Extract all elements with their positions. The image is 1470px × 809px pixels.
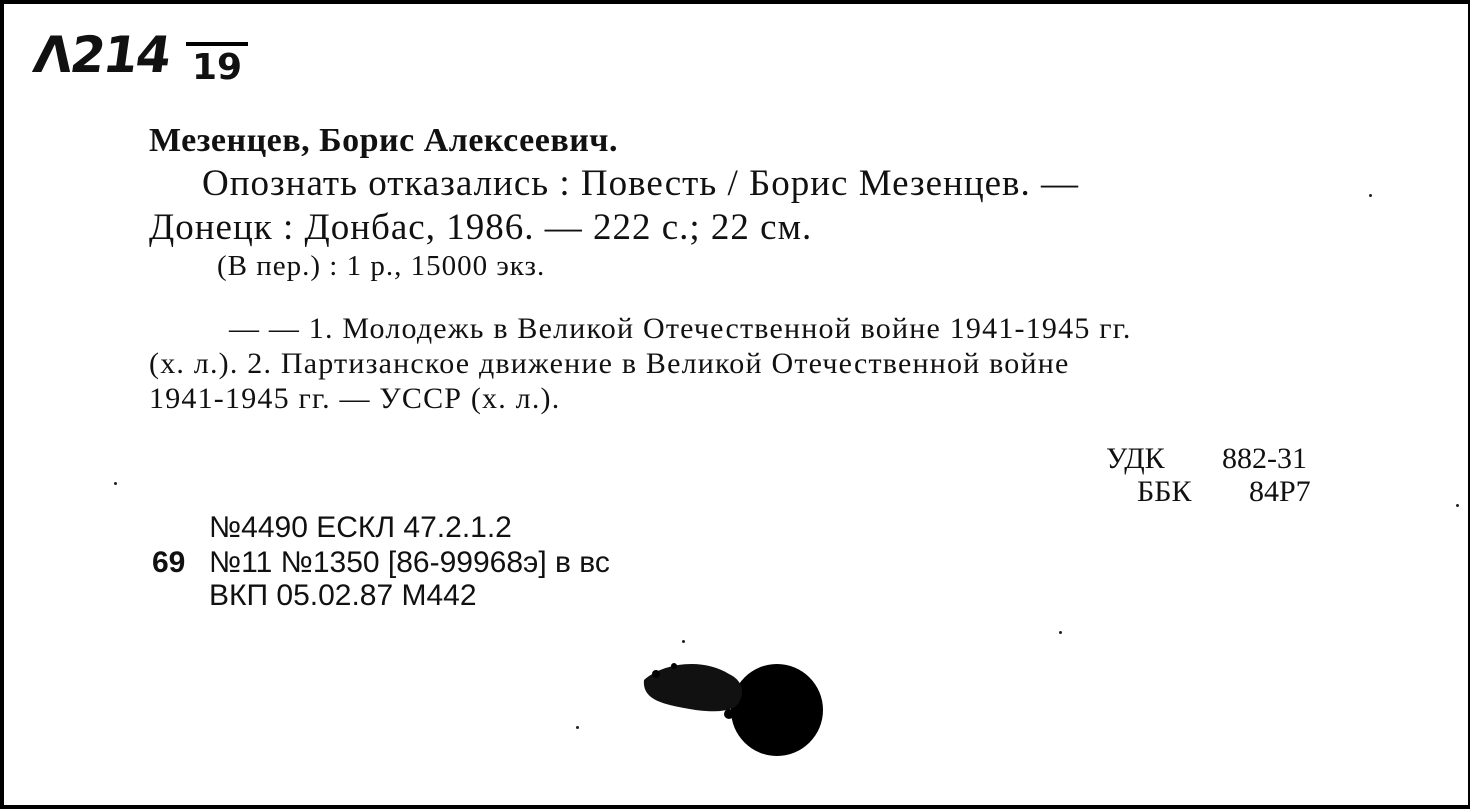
ink-speck — [1369, 194, 1372, 197]
ink-speck — [1059, 631, 1062, 634]
price-statement: (В пер.) : 1 р., 15000 экз. — [217, 250, 546, 282]
ink-speck — [1456, 504, 1459, 507]
accession-line: ВКП 05.02.87 М442 — [209, 579, 477, 612]
subject-line: 1941-1945 гг. — УССР (х. л.). — [149, 382, 561, 415]
handwritten-call-number: Λ214 — [29, 26, 174, 84]
accession-number-left: 69 — [152, 546, 186, 579]
udk-value: 882-31 — [1222, 442, 1307, 475]
bbk-label: ББК — [1137, 475, 1192, 508]
subject-line: (х. л.). 2. Партизанское движение в Великой Отечественной войне — [149, 347, 1070, 380]
bbk-value: 84Р7 — [1249, 475, 1311, 508]
udk-label: УДК — [1106, 442, 1165, 475]
ink-speck — [682, 640, 685, 643]
author-heading: Мезенцев, Борис Алексеевич. — [149, 122, 618, 159]
subject-line: — — 1. Молодежь в Великой Отечественной войне 1941-1945 гг. — [229, 312, 1132, 345]
ink-speck — [576, 726, 579, 729]
ink-blot-stamp — [634, 652, 834, 762]
accession-line: №11 №1350 [86-99968э] в вс — [209, 546, 610, 579]
handwritten-call-fraction: 19 — [186, 42, 248, 90]
ink-speck — [114, 482, 117, 485]
title-statement: Опознать отказались : Повесть / Борис Мезенцев. — — [202, 163, 1080, 204]
accession-line: №4490 ЕСКЛ 47.2.1.2 — [209, 511, 512, 544]
imprint-statement: Донецк : Донбас, 1986. — 222 с.; 22 см. — [149, 207, 813, 248]
